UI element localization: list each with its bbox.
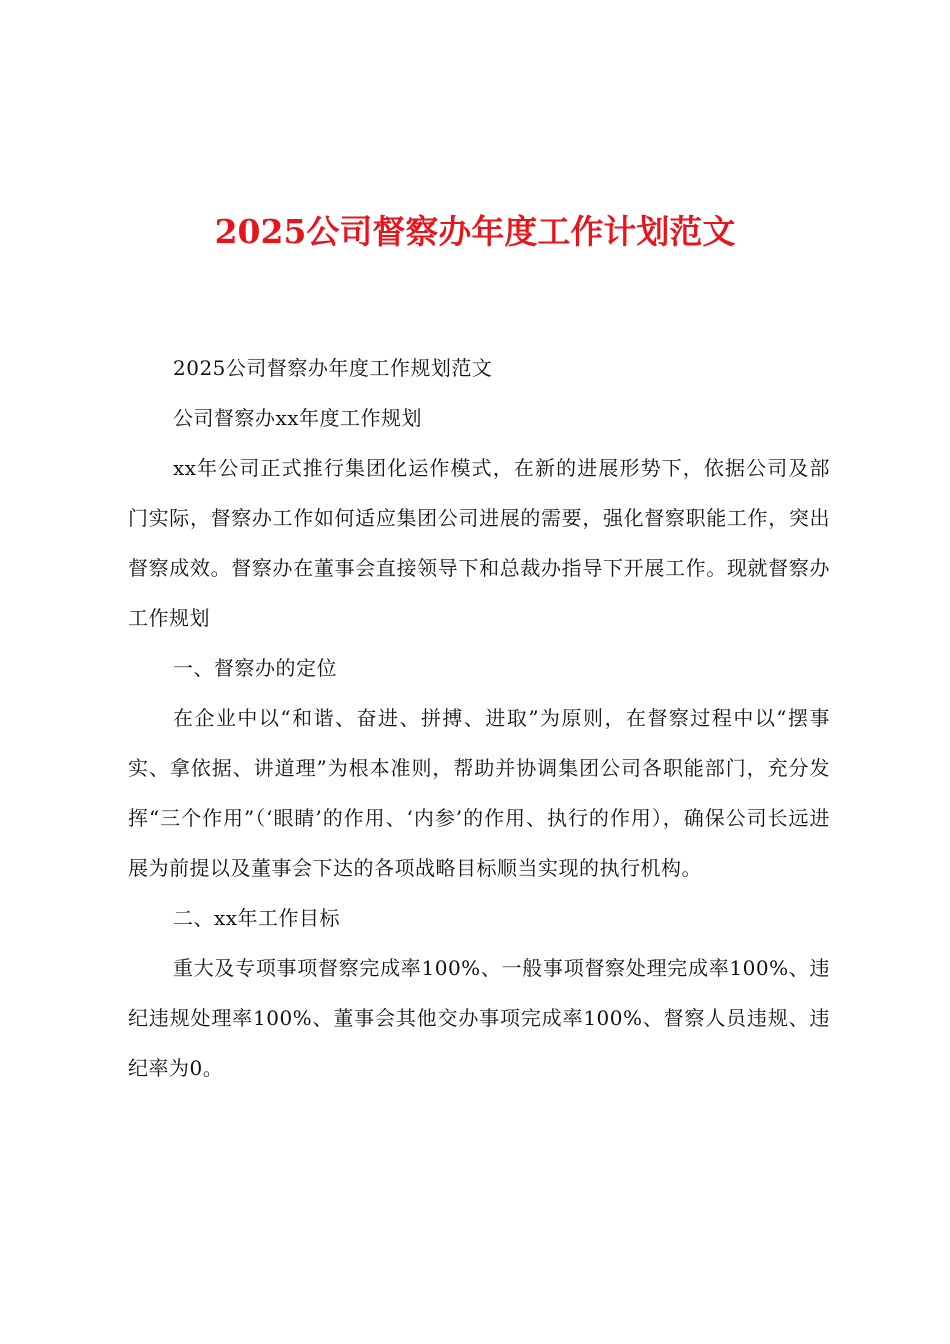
section-heading-positioning: 一、督察办的定位	[173, 656, 337, 680]
paragraph-goals: 重大及专项事项督察完成率100%、一般事项督察处理完成率100%、违纪违规处理率100%、董事会其他交办事项完成率100%、督察人员违规、违纪率为0。	[128, 956, 830, 1080]
section-heading-goals: 二、xx年工作目标	[173, 906, 341, 930]
paragraph-positioning: 在企业中以“和谐、奋进、拼搏、进取”为原则，在督察过程中以“摆事实、拿依据、讲道理”为根本准则，帮助并协调集团公司各职能部门，充分发挥“三个作用”（‘眼睛’的作用、‘内参’的作用、执行的作用），确保公司长远进展为前提以及董事会下达的各项战略目标顺当实现的执行机构。	[128, 706, 830, 880]
document-body	[128, 343, 830, 1093]
paragraph-intro: xx年公司正式推行集团化运作模式，在新的进展形势下，依据公司及部门实际，督察办工作如何适应集团公司进展的需要，强化督察职能工作，突出督察成效。督察办在董事会直接领导下和总裁办指导下开展工作。现就督察办工作规划	[128, 456, 830, 630]
document-title: 2025公司督察办年度工作计划范文	[214, 212, 736, 251]
paragraph-plan-title: 公司督察办xx年度工作规划	[173, 406, 423, 430]
paragraph-doc-heading: 2025公司督察办年度工作规划范文	[173, 356, 493, 380]
